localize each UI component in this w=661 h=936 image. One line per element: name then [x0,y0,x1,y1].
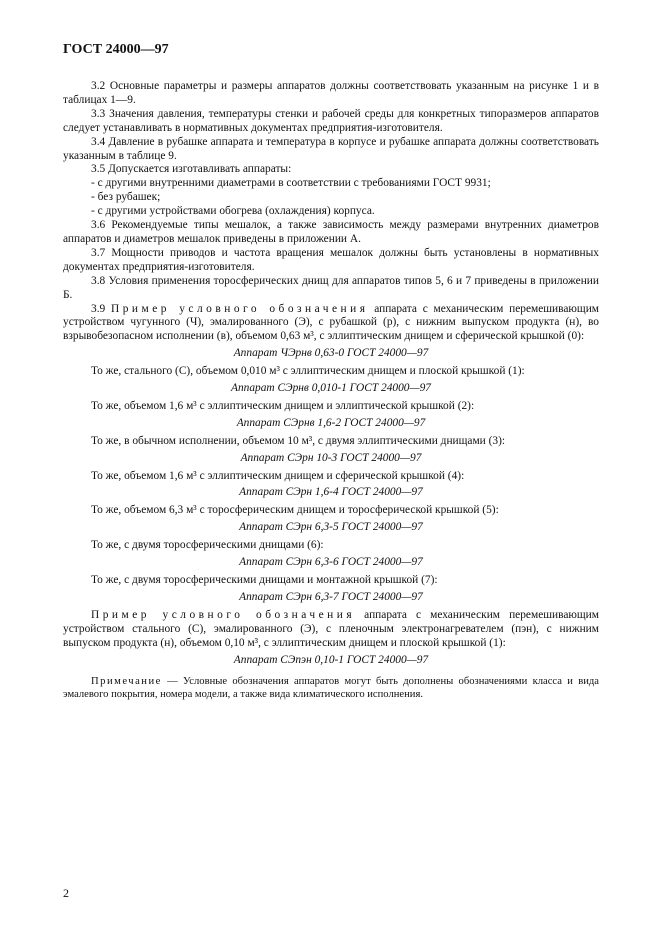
designation-formula: Аппарат СЭрн 6,3-7 ГОСТ 24000—97 [239,590,423,603]
list-item: - без рубашек; [91,191,161,204]
document-body [63,80,599,701]
designation-formula: Аппарат СЭпэн 0,10-1 ГОСТ 24000—97 [233,653,429,666]
paragraph-3-4: 3.4 Давление в рубашке аппарата и температура в корпусе и рубашке аппарата должны соответствовать указанным в таблице 9. [63,135,599,162]
spaced-heading: Пример условного обозначения [111,302,369,315]
designation-formula: Аппарат ЧЭрнв 0,63-0 ГОСТ 24000—97 [233,347,429,360]
designation-formula: Аппарат СЭрнв 1,6-2 ГОСТ 24000—97 [236,416,426,429]
example-text: То же, стального (С), объемом 0,010 м³ с эллиптическим днищем и плоской крышкой (1): [91,365,525,378]
example-text: То же, с двумя торосферическими днищами и монтажной крышкой (7): [91,574,438,586]
spaced-heading: Пример условного обозначения [91,608,356,621]
designation-formula: Аппарат СЭрнв 0,010-1 ГОСТ 24000—97 [231,382,431,395]
paragraph-3-7: 3.7 Мощности приводов и частота вращения мешалок должны быть установлены в нормативных документах предприятия-изготовителя. [63,246,599,273]
page-number: 2 [63,886,69,900]
paragraph-3-2: 3.2 Основные параметры и размеры аппаратов должны соответствовать указанным на рисунке 1 и в таблицах 1—9. [63,80,599,106]
document-header: ГОСТ 24000—97 [63,42,169,57]
designation-formula: Аппарат СЭрн 6,3-6 ГОСТ 24000—97 [239,556,423,569]
example-text: То же, объемом 6,3 м³ с торосферическим днищем и торосферической крышкой (5): [91,504,499,517]
note-text: — Условные обозначения аппаратов могут быть дополнены обозначениями класса и вида эмалевого покрытия, номера модели, а также вида климатического исполнения. [63,676,599,701]
designation-formula: Аппарат СЭрн 6,3-5 ГОСТ 24000—97 [239,521,423,534]
example-2-paragraph [63,609,599,651]
paragraph-text: аппарата с механическим перемешивающим устройством чугунного (Ч), эмалированного (Э), с рубашкой (р), с нижним выпуском продукта (н), во взрывобезопасном исполнении (в), объемом 0,63 м³, с эллиптическим днищем и сферической крышкой (0): [63,302,600,343]
list-item: - с другими внутренними диаметрами в соответствии с требованиями ГОСТ 9931; [91,177,491,190]
designation-formula: Аппарат СЭрн 1,6-4 ГОСТ 24000—97 [239,486,423,499]
note [63,675,599,701]
example-text: То же, в обычном исполнении, объемом 10 м³, с двумя эллиптическими днищами (3): [91,434,506,447]
example-text: То же, объемом 1,6 м³ с эллиптическим днищем и эллиптической крышкой (2): [91,399,475,412]
designation-formula: Аппарат СЭрн 10-3 ГОСТ 24000—97 [240,451,422,464]
example-text: То же, объемом 1,6 м³ с эллиптическим днищем и сферической крышкой (4): [91,469,465,482]
note-label: Примечание [91,676,162,688]
paragraph-3-6: 3.6 Рекомендуемые типы мешалок, а также зависимость между размерами внутренних диаметров аппаратов и диаметров мешалок приведены в приложении А. [63,219,599,245]
paragraph-3-9 [63,303,599,345]
paragraph-number: 3.9 [91,302,106,315]
example-text: То же, с двумя торосферическими днищами (6): [91,539,324,552]
paragraph-3-8: 3.8 Условия применения торосферических днищ для аппаратов типов 5, 6 и 7 приведены в приложении Б. [63,274,599,301]
paragraph-3-3: 3.3 Значения давления, температуры стенки и рабочей среды для конкретных типоразмеров аппаратов следует устанавливать в нормативных документах предприятия-изготовителя. [63,107,599,134]
paragraph-3-5: 3.5 Допускается изготавливать аппараты: [91,163,292,176]
list-item: - с другими устройствами обогрева (охлаждения) корпуса. [91,205,375,218]
paragraph-text: аппарата с механическим перемешивающим устройством стального (С), эмалированного (Э), с пленочным электронагревателем (пэн), с нижним выпуском продукта (н), объемом 0,10 м³, с эллиптическим днищем и плоской крышкой (1): [63,608,599,649]
